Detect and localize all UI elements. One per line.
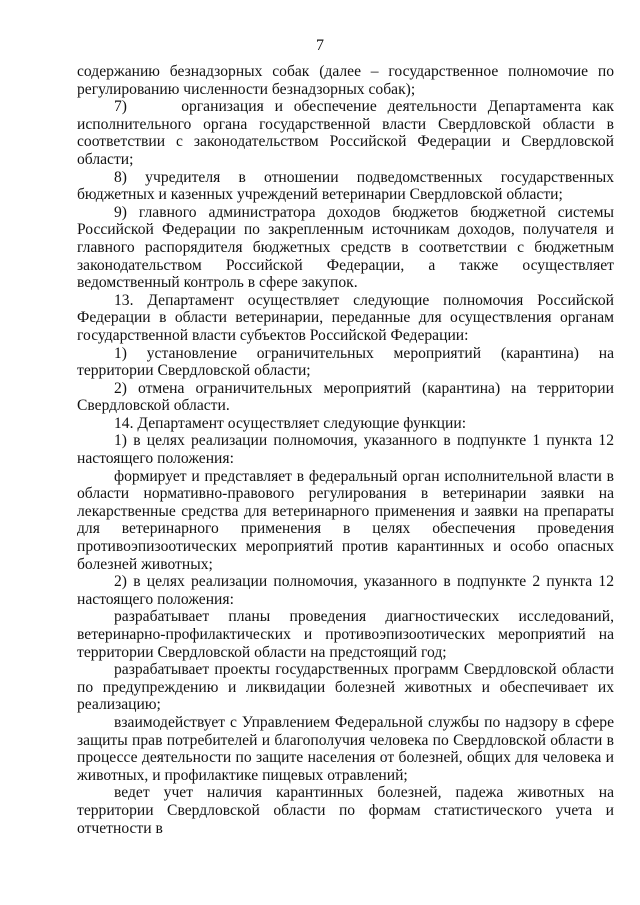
- paragraph: формирует и представляет в федеральный орган исполнительной власти в области нормативно-правового регулирования в ветеринарии заявки на лекарственные средства для ветеринарного применения и заявки на препараты для ветеринарного применения в целях обеспечения проведения противоэпизоотических мероприятий против карантинных и особо опасных болезней животных;: [77, 467, 614, 573]
- paragraph: 8) учредителя в отношении подведомственных государственных бюджетных и казенных учреждений ветеринарии Свердловской области;: [77, 168, 614, 204]
- paragraph: 1) установление ограничительных мероприятий (карантина) на территории Свердловской области;: [77, 344, 614, 380]
- document-body: [77, 63, 614, 837]
- paragraph: 13. Департамент осуществляет следующие полномочия Российской Федерации в области ветеринарии, переданные для осуществления органам государственной власти субъектов Российской Федерации:: [77, 291, 614, 344]
- page-number: 7: [316, 37, 324, 54]
- paragraph: 1) в целях реализации полномочия, указанного в подпункте 1 пункта 12 настоящего положения:: [77, 432, 614, 468]
- paragraph: разрабатывает проекты государственных программ Свердловской области по предупреждению и ликвидации болезней животных и обеспечивает их реализацию;: [77, 661, 614, 714]
- paragraph: содержанию безнадзорных собак (далее – государственное полномочие по регулированию численности безнадзорных собак);: [77, 63, 614, 98]
- paragraph: 14. Департамент осуществляет следующие функции:: [114, 414, 467, 432]
- paragraph: 2) в целях реализации полномочия, указанного в подпункте 2 пункта 12 настоящего положения:: [77, 573, 614, 608]
- paragraph: 9) главного администратора доходов бюджетов бюджетной системы Российской Федерации по закрепленным источникам доходов, получателя и главного распорядителя бюджетных средств в соответствии с бюджетным законодательством Российской Федерации, а также осуществляет ведомственный контроль в сфере закупок.: [77, 203, 614, 292]
- paragraph: 2) отмена ограничительных мероприятий (карантина) на территории Свердловской области.: [77, 379, 614, 415]
- paragraph: разрабатывает планы проведения диагностических исследований, ветеринарно-профилактических и противоэпизоотических мероприятий на территории Свердловской области на предстоящий год;: [77, 608, 614, 661]
- paragraph: взаимодействует с Управлением Федеральной службы по надзору в сфере защиты прав потребителей и благополучия человека по Свердловской области в процессе деятельности по защите населения от болезней, общих для человека и животных, и профилактике пищевых отравлений;: [77, 713, 614, 784]
- paragraph: 7) организация и обеспечение деятельности Департамента как исполнительного органа государственной власти Свердловской области в соответствии с законодательством Российской Федерации и Свердловской области;: [77, 98, 614, 168]
- paragraph: ведет учет наличия карантинных болезней, падежа животных на территории Свердловской области по формам статистического учета и отчетности в: [77, 784, 614, 837]
